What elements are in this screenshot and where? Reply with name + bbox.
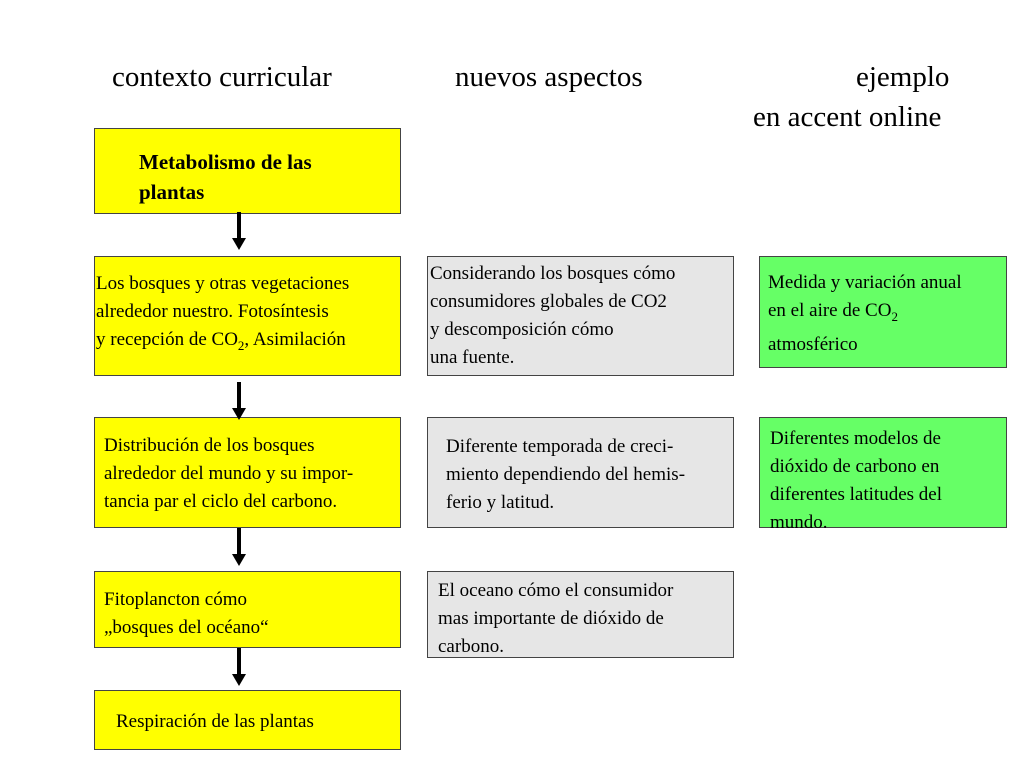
curricular-box-distribucion-line1: Distribución de los bosques bbox=[104, 435, 315, 456]
down-arrow-icon bbox=[231, 212, 247, 252]
aspectos-box-oceano-line2: mas importante de dióxido de bbox=[438, 608, 664, 629]
curricular-box-fitoplancton-line2: „bosques del océano“ bbox=[104, 617, 269, 638]
aspectos-box-considerando-line2: consumidores globales de CO2 bbox=[430, 291, 667, 312]
aspectos-box-temporada-line2: miento dependiendo del hemis- bbox=[446, 464, 686, 485]
ejemplo-box-medida bbox=[759, 256, 1007, 368]
curricular-box-metabolismo-line1: Metabolismo de las bbox=[139, 150, 312, 174]
down-arrow-icon bbox=[231, 382, 247, 422]
curricular-box-distribucion bbox=[94, 417, 401, 528]
aspectos-box-temporada-line3: ferio y latitud. bbox=[446, 492, 555, 513]
header-nuevos-aspectos: nuevos aspectos bbox=[455, 61, 643, 93]
aspectos-box-considerando-line1: Considerando los bosques cómo bbox=[430, 263, 676, 284]
aspectos-box-considerando-line4: una fuente. bbox=[430, 347, 515, 368]
curricular-box-bosques-line3 bbox=[96, 326, 400, 360]
curricular-box-bosques bbox=[94, 256, 401, 376]
curricular-box-fitoplancton-line1: Fitoplancton cómo bbox=[104, 589, 248, 610]
ejemplo-box-medida-line1: Medida y variación anual bbox=[768, 272, 962, 293]
aspectos-box-oceano-line1: El oceano cómo el consumidor bbox=[438, 580, 674, 601]
curricular-box-bosques-co2-subscript: 2 bbox=[237, 337, 245, 353]
ejemplo-box-medida-line2-a: en el aire de CO bbox=[768, 300, 892, 321]
aspectos-box-considerando-line3: y descomposición cómo bbox=[430, 319, 614, 340]
ejemplo-box-modelos-line2: dióxido de carbono en bbox=[770, 456, 940, 477]
ejemplo-box-medida-line3: atmosférico bbox=[768, 333, 858, 355]
header-ejemplo: ejemplo bbox=[856, 61, 950, 93]
ejemplo-box-modelos-line3: diferentes latitudes del bbox=[770, 484, 942, 505]
aspectos-box-considerando bbox=[427, 256, 734, 376]
curricular-box-metabolismo bbox=[94, 128, 401, 214]
aspectos-box-temporada bbox=[427, 417, 734, 528]
aspectos-box-temporada-line1: Diferente temporada de creci- bbox=[446, 436, 674, 457]
header-contexto-curricular: contexto curricular bbox=[112, 61, 332, 93]
ejemplo-box-modelos-line1: Diferentes modelos de bbox=[770, 428, 941, 449]
ejemplo-box-modelos-line4: mundo. bbox=[770, 512, 828, 533]
curricular-box-bosques-line1: Los bosques y otras vegetaciones bbox=[96, 273, 350, 294]
curricular-box-bosques-line3-a: y recepción de CO bbox=[96, 329, 238, 350]
ejemplo-box-medida-line2 bbox=[768, 297, 1006, 331]
aspectos-box-oceano-line3: carbono. bbox=[438, 636, 504, 657]
curricular-box-metabolismo-line2: plantas bbox=[139, 180, 205, 204]
down-arrow-icon bbox=[231, 528, 247, 568]
curricular-box-bosques-line2: alrededor nuestro. Fotosíntesis bbox=[96, 301, 329, 322]
curricular-box-respiracion-line1: Respiración de las plantas bbox=[116, 711, 314, 732]
curricular-box-fitoplancton bbox=[94, 571, 401, 648]
curricular-box-distribucion-line3: tancia par el ciclo del carbono. bbox=[104, 491, 338, 512]
aspectos-box-oceano bbox=[427, 571, 734, 658]
curricular-box-bosques-line3-b: , Asimilación bbox=[244, 329, 346, 350]
ejemplo-box-medida-co2-subscript: 2 bbox=[891, 308, 898, 324]
down-arrow-icon bbox=[231, 648, 247, 688]
curricular-box-distribucion-line2: alrededor del mundo y su impor- bbox=[104, 463, 354, 484]
ejemplo-box-modelos bbox=[759, 417, 1007, 533]
header-en-accent-online: en accent online bbox=[753, 101, 942, 133]
curricular-box-respiracion bbox=[94, 690, 401, 750]
